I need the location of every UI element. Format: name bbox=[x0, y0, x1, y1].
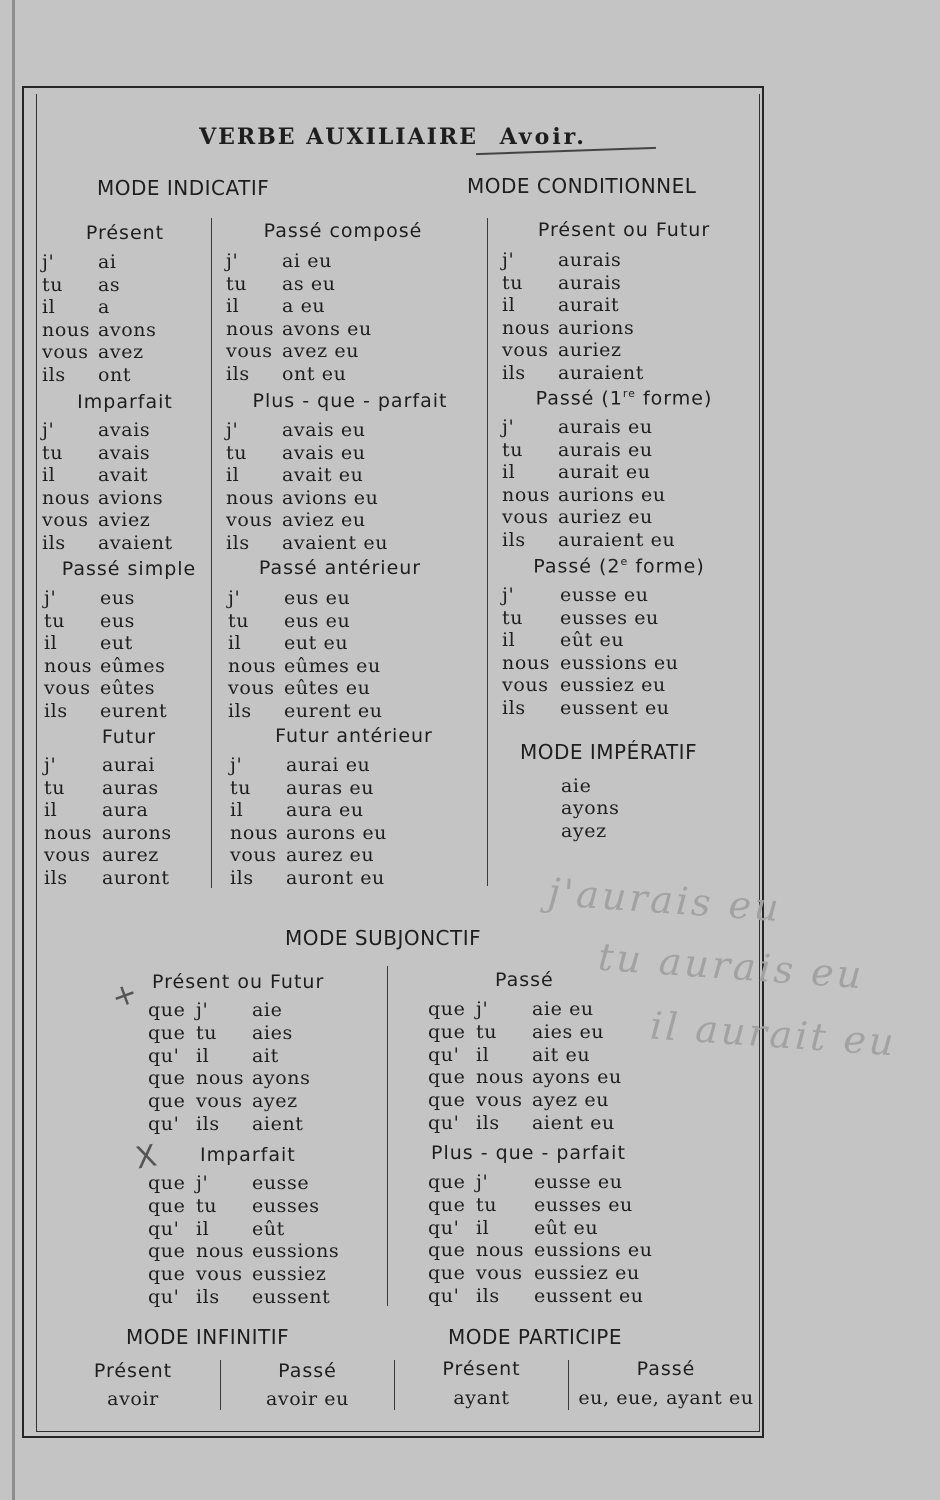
tense-passe-compose: Passé composé bbox=[263, 220, 423, 242]
pronoun: ils bbox=[196, 1113, 220, 1135]
pronoun: que bbox=[148, 1172, 186, 1194]
verb-form: eusses eu bbox=[560, 606, 659, 629]
verb-form: auras bbox=[102, 776, 159, 799]
pronoun: que bbox=[428, 1262, 466, 1285]
pronoun: tu bbox=[196, 1194, 218, 1217]
verb-form: eussiez eu bbox=[560, 674, 666, 696]
pronoun: il bbox=[42, 296, 56, 318]
verb-form: avez eu bbox=[282, 340, 360, 362]
pronoun: ils bbox=[228, 699, 252, 722]
verb-form: a eu bbox=[282, 295, 326, 317]
pronoun: ils bbox=[44, 866, 68, 889]
verb-form: eussiez eu bbox=[534, 1262, 640, 1285]
pronoun: vous bbox=[196, 1090, 243, 1113]
verb-form: aviez bbox=[98, 509, 151, 531]
pronoun: vous bbox=[476, 1089, 523, 1112]
pronoun: que bbox=[428, 1193, 466, 1216]
cond-passe2-label: Passé (2 bbox=[533, 555, 621, 578]
verb-form: ayez eu bbox=[532, 1089, 610, 1112]
pronoun: tu bbox=[44, 609, 66, 632]
pronoun: vous bbox=[44, 677, 91, 699]
verb-form: auraient eu bbox=[558, 528, 676, 551]
verb-form: ait bbox=[252, 1044, 279, 1067]
verb-form: avons bbox=[98, 318, 157, 341]
pronoun: vous bbox=[228, 677, 275, 699]
tense-plus-que-parfait: Plus - que - parfait bbox=[252, 390, 448, 412]
verb-form: aurais bbox=[558, 249, 622, 271]
pencil-cross-mark: + bbox=[106, 974, 143, 1017]
pronoun: que bbox=[148, 1240, 186, 1263]
verb-form: avaient eu bbox=[282, 531, 389, 554]
pronoun: que bbox=[428, 1239, 466, 1262]
pronoun: j' bbox=[44, 754, 57, 776]
cond-passe1-label: Passé (1 bbox=[535, 387, 623, 410]
verb-form: avais bbox=[98, 419, 151, 441]
verb-form: aies bbox=[252, 1021, 293, 1044]
pronoun: ils bbox=[476, 1285, 500, 1307]
pronoun: que bbox=[148, 1067, 186, 1090]
verb-form: avions bbox=[98, 486, 164, 509]
pronoun: qu' bbox=[428, 1216, 460, 1239]
part-present-label: Présent bbox=[442, 1358, 521, 1380]
tense-subj-plus-que-parfait: Plus - que - parfait bbox=[431, 1142, 626, 1164]
pronoun: j' bbox=[476, 1171, 489, 1193]
verb-form: eût eu bbox=[560, 629, 625, 651]
imperatif-form-2: ayons bbox=[561, 797, 620, 819]
pronoun: j' bbox=[226, 250, 239, 272]
verb-form: aurions bbox=[558, 316, 635, 339]
verb-form: aurais eu bbox=[558, 438, 653, 461]
pronoun: tu bbox=[476, 1020, 498, 1043]
verb-form: as bbox=[98, 273, 121, 296]
pronoun: que bbox=[428, 998, 466, 1020]
tense-cond-passe1 bbox=[490, 387, 758, 409]
pronoun: qu' bbox=[428, 1112, 460, 1134]
verb-form: avais eu bbox=[282, 441, 366, 464]
pronoun: que bbox=[428, 1066, 466, 1089]
verb-form: eussiez bbox=[252, 1263, 327, 1286]
pronoun: il bbox=[42, 464, 56, 486]
pronoun: il bbox=[44, 799, 58, 821]
verb-form: eût bbox=[252, 1217, 285, 1240]
part-present: ayant bbox=[453, 1387, 510, 1409]
tense-passe-simple: Passé simple bbox=[61, 558, 197, 580]
cond-passe2-sup: e bbox=[620, 555, 629, 568]
pronoun: vous bbox=[226, 509, 273, 531]
pronoun: tu bbox=[476, 1193, 498, 1216]
cond-passe2-label-end: forme) bbox=[628, 555, 705, 578]
pronoun: ils bbox=[502, 528, 526, 551]
divider-1 bbox=[211, 218, 212, 888]
tense-cond-passe2 bbox=[490, 555, 748, 577]
tense-passe-anterieur: Passé antérieur bbox=[258, 557, 422, 579]
pronoun: j' bbox=[476, 998, 489, 1020]
verb-form: eurent bbox=[100, 699, 168, 722]
pronoun: ils bbox=[42, 531, 66, 554]
pronoun: il bbox=[196, 1217, 210, 1240]
pronoun: nous bbox=[476, 1066, 525, 1089]
verb-form: aurez bbox=[102, 844, 159, 866]
pronoun: nous bbox=[196, 1240, 245, 1263]
pronoun: qu' bbox=[148, 1217, 180, 1240]
heading-conditionnel: MODE CONDITIONNEL bbox=[467, 174, 697, 198]
pencil-x-mark: X bbox=[133, 1138, 160, 1177]
pronoun: que bbox=[428, 1020, 466, 1043]
pronoun: j' bbox=[230, 754, 243, 776]
pronoun: que bbox=[148, 1194, 186, 1217]
inf-passe: avoir eu bbox=[266, 1388, 349, 1410]
pronoun: il bbox=[502, 294, 516, 316]
pronoun: j' bbox=[196, 1172, 209, 1194]
pronoun: que bbox=[428, 1089, 466, 1112]
cond-passe1-sup: re bbox=[622, 387, 636, 400]
verb-form: eussent bbox=[252, 1286, 331, 1308]
verb-form: eus bbox=[100, 587, 136, 609]
tense-subj-present: Présent ou Futur bbox=[152, 971, 325, 993]
pronoun: nous bbox=[44, 821, 93, 844]
tense-cond-present: Présent ou Futur bbox=[537, 219, 711, 241]
pronoun: que bbox=[148, 999, 186, 1021]
pronoun: vous bbox=[42, 341, 89, 363]
tense-futur: Futur bbox=[101, 726, 157, 748]
verb-form: eussent eu bbox=[560, 696, 670, 719]
pronoun: tu bbox=[502, 271, 524, 294]
verb-form: eûtes bbox=[100, 677, 156, 699]
pronoun: ils bbox=[42, 363, 66, 386]
verb-form: aie eu bbox=[532, 998, 594, 1020]
pronoun: tu bbox=[226, 441, 248, 464]
pronoun: il bbox=[196, 1044, 210, 1067]
verb-form: eus eu bbox=[284, 609, 351, 632]
verb-form: ayons bbox=[252, 1067, 311, 1090]
pronoun: nous bbox=[42, 486, 91, 509]
verb-form: aurions eu bbox=[558, 483, 666, 506]
pronoun: qu' bbox=[148, 1044, 180, 1067]
verb-form: auraient bbox=[558, 361, 644, 384]
verb-form: auriez bbox=[558, 339, 622, 361]
pronoun: qu' bbox=[148, 1113, 180, 1135]
pronoun: tu bbox=[42, 441, 64, 464]
verb-form: eût eu bbox=[534, 1216, 599, 1239]
verb-form: aies eu bbox=[532, 1020, 605, 1043]
title-verb: Avoir. bbox=[499, 124, 587, 150]
pronoun: ils bbox=[226, 531, 250, 554]
pronoun: nous bbox=[226, 486, 275, 509]
verb-form: aient eu bbox=[532, 1112, 615, 1134]
pronoun: il bbox=[476, 1043, 490, 1066]
pronoun: j' bbox=[42, 251, 55, 273]
pronoun: ils bbox=[230, 866, 254, 889]
pronoun: vous bbox=[502, 674, 549, 696]
divider-2 bbox=[487, 218, 488, 886]
pronoun: nous bbox=[42, 318, 91, 341]
verb-form: eusse eu bbox=[534, 1171, 623, 1193]
imperatif-form-3: ayez bbox=[561, 820, 607, 842]
pronoun: ils bbox=[502, 361, 526, 384]
tense-subj-passe: Passé bbox=[495, 969, 554, 991]
inf-present: avoir bbox=[107, 1388, 159, 1410]
pronoun: j' bbox=[42, 419, 55, 441]
divider-subjonctif bbox=[387, 966, 388, 1306]
verb-form: ait eu bbox=[532, 1043, 591, 1066]
inf-present-label: Présent bbox=[93, 1360, 173, 1382]
verb-form: eussent eu bbox=[534, 1285, 644, 1307]
pronoun: tu bbox=[502, 606, 524, 629]
pronoun: vous bbox=[502, 339, 549, 361]
verb-form: avais bbox=[98, 441, 151, 464]
verb-form: aurons bbox=[102, 821, 172, 844]
part-passe-label: Passé bbox=[636, 1358, 696, 1380]
pronoun: vous bbox=[226, 340, 273, 362]
verb-form: auriez eu bbox=[558, 506, 653, 528]
pronoun: nous bbox=[226, 317, 275, 340]
verb-form: ai eu bbox=[282, 250, 332, 272]
pronoun: il bbox=[226, 464, 240, 486]
page-title bbox=[0, 124, 786, 150]
verb-form: eûmes bbox=[100, 654, 166, 677]
pronoun: j' bbox=[502, 584, 515, 606]
verb-form: eussions eu bbox=[560, 651, 679, 674]
verb-form: eus eu bbox=[284, 587, 351, 609]
pronoun: nous bbox=[502, 483, 551, 506]
verb-form: as eu bbox=[282, 272, 336, 295]
pronoun: que bbox=[148, 1021, 186, 1044]
pronoun: vous bbox=[44, 844, 91, 866]
verb-form: eusse eu bbox=[560, 584, 649, 606]
pronoun: il bbox=[44, 632, 58, 654]
verb-form: aurai bbox=[102, 754, 156, 776]
tense-futur-anterieur: Futur antérieur bbox=[275, 725, 433, 747]
verb-form: ont bbox=[98, 363, 132, 386]
pronoun: il bbox=[228, 632, 242, 654]
pronoun: il bbox=[476, 1216, 490, 1239]
verb-form: aurais eu bbox=[558, 416, 653, 438]
pronoun: ils bbox=[44, 699, 68, 722]
pronoun: nous bbox=[502, 651, 551, 674]
pronoun: nous bbox=[44, 654, 93, 677]
verb-form: aient bbox=[252, 1113, 304, 1135]
tense-imparfait: Imparfait bbox=[77, 391, 173, 413]
verb-form: eussions bbox=[252, 1240, 340, 1263]
inf-passe-label: Passé bbox=[278, 1360, 337, 1382]
pronoun: tu bbox=[44, 776, 66, 799]
pronoun: nous bbox=[502, 316, 551, 339]
verb-form: aie bbox=[252, 999, 283, 1021]
pronoun: ils bbox=[196, 1286, 220, 1308]
pronoun: il bbox=[230, 799, 244, 821]
pronoun: vous bbox=[196, 1263, 243, 1286]
pronoun: tu bbox=[230, 776, 252, 799]
pronoun: vous bbox=[230, 844, 277, 866]
verb-form: aurons eu bbox=[286, 821, 387, 844]
handwritten-note-2: tu aurais eu bbox=[596, 934, 866, 998]
verb-form: aurez eu bbox=[286, 844, 375, 866]
verb-form: auras eu bbox=[286, 776, 375, 799]
pronoun: tu bbox=[196, 1021, 218, 1044]
pronoun: j' bbox=[44, 587, 57, 609]
verb-form: aura eu bbox=[286, 799, 364, 821]
pronoun: vous bbox=[476, 1262, 523, 1285]
verb-form: eûmes eu bbox=[284, 654, 381, 677]
verb-form: ayons eu bbox=[532, 1066, 622, 1089]
title-main: VERBE AUXILIAIRE bbox=[199, 124, 479, 150]
pronoun: tu bbox=[502, 438, 524, 461]
imperatif-form-1: aie bbox=[561, 775, 592, 797]
pronoun: qu' bbox=[428, 1043, 460, 1066]
pronoun: il bbox=[226, 295, 240, 317]
verb-form: aurait eu bbox=[558, 461, 651, 483]
pronoun: ils bbox=[226, 362, 250, 385]
verb-form: auront eu bbox=[286, 866, 385, 889]
heading-indicatif: MODE INDICATIF bbox=[97, 176, 270, 200]
pronoun: nous bbox=[228, 654, 277, 677]
verb-form: eusses eu bbox=[534, 1193, 633, 1216]
pronoun: vous bbox=[502, 506, 549, 528]
pronoun: il bbox=[502, 461, 516, 483]
verb-form: avais eu bbox=[282, 419, 366, 441]
pronoun: nous bbox=[230, 821, 279, 844]
verb-form: avaient bbox=[98, 531, 173, 554]
verb-form: aviez eu bbox=[282, 509, 366, 531]
page-edge bbox=[12, 0, 15, 1500]
pronoun: que bbox=[148, 1090, 186, 1113]
verb-form: ont eu bbox=[282, 362, 347, 385]
heading-infinitif: MODE INFINITIF bbox=[126, 1325, 290, 1349]
pronoun: nous bbox=[476, 1239, 525, 1262]
verb-form: avons eu bbox=[282, 317, 372, 340]
part-passe: eu, eue, ayant eu bbox=[578, 1387, 754, 1409]
pronoun: vous bbox=[42, 509, 89, 531]
verb-form: eus bbox=[100, 609, 136, 632]
pronoun: qu' bbox=[428, 1285, 460, 1307]
verb-form: avions eu bbox=[282, 486, 379, 509]
pronoun: j' bbox=[196, 999, 209, 1021]
verb-form: eut eu bbox=[284, 632, 349, 654]
pronoun: il bbox=[502, 629, 516, 651]
verb-form: eut bbox=[100, 632, 133, 654]
pronoun: j' bbox=[228, 587, 241, 609]
pronoun: que bbox=[148, 1263, 186, 1286]
verb-form: avait eu bbox=[282, 464, 364, 486]
verb-form: a bbox=[98, 296, 110, 318]
verb-form: eussions eu bbox=[534, 1239, 653, 1262]
pronoun: tu bbox=[228, 609, 250, 632]
verb-form: eusse bbox=[252, 1172, 310, 1194]
tense-present: Présent bbox=[85, 222, 165, 244]
verb-form: ayez bbox=[252, 1090, 298, 1113]
pronoun: tu bbox=[42, 273, 64, 296]
verb-form: eûtes eu bbox=[284, 677, 371, 699]
pronoun: j' bbox=[226, 419, 239, 441]
verb-form: auront bbox=[102, 866, 170, 889]
handwritten-note-1: j'aurais eu bbox=[546, 869, 784, 931]
pronoun: tu bbox=[226, 272, 248, 295]
cond-passe1-label-end: forme) bbox=[635, 387, 713, 410]
verb-form: ai bbox=[98, 251, 117, 273]
pronoun: j' bbox=[502, 416, 515, 438]
verb-form: avait bbox=[98, 464, 149, 486]
pronoun: ils bbox=[476, 1112, 500, 1134]
heading-participe: MODE PARTICIPE bbox=[448, 1325, 622, 1349]
verb-form: aurais bbox=[558, 271, 622, 294]
verb-form: aurai eu bbox=[286, 754, 371, 776]
verb-form: avez bbox=[98, 341, 144, 363]
verb-form: eurent eu bbox=[284, 699, 383, 722]
pronoun: qu' bbox=[148, 1286, 180, 1308]
pronoun: ils bbox=[502, 696, 526, 719]
heading-imperatif: MODE IMPÉRATIF bbox=[520, 740, 698, 764]
verb-form: aurait bbox=[558, 294, 620, 316]
handwritten-note-3: il aurait eu bbox=[648, 1003, 899, 1065]
verb-form: eusses bbox=[252, 1194, 320, 1217]
pronoun: j' bbox=[502, 249, 515, 271]
pronoun: que bbox=[428, 1171, 466, 1193]
heading-subjonctif: MODE SUBJONCTIF bbox=[285, 926, 482, 950]
pronoun: nous bbox=[196, 1067, 245, 1090]
verb-form: aura bbox=[102, 799, 149, 821]
tense-subj-imparfait: Imparfait bbox=[200, 1144, 296, 1166]
